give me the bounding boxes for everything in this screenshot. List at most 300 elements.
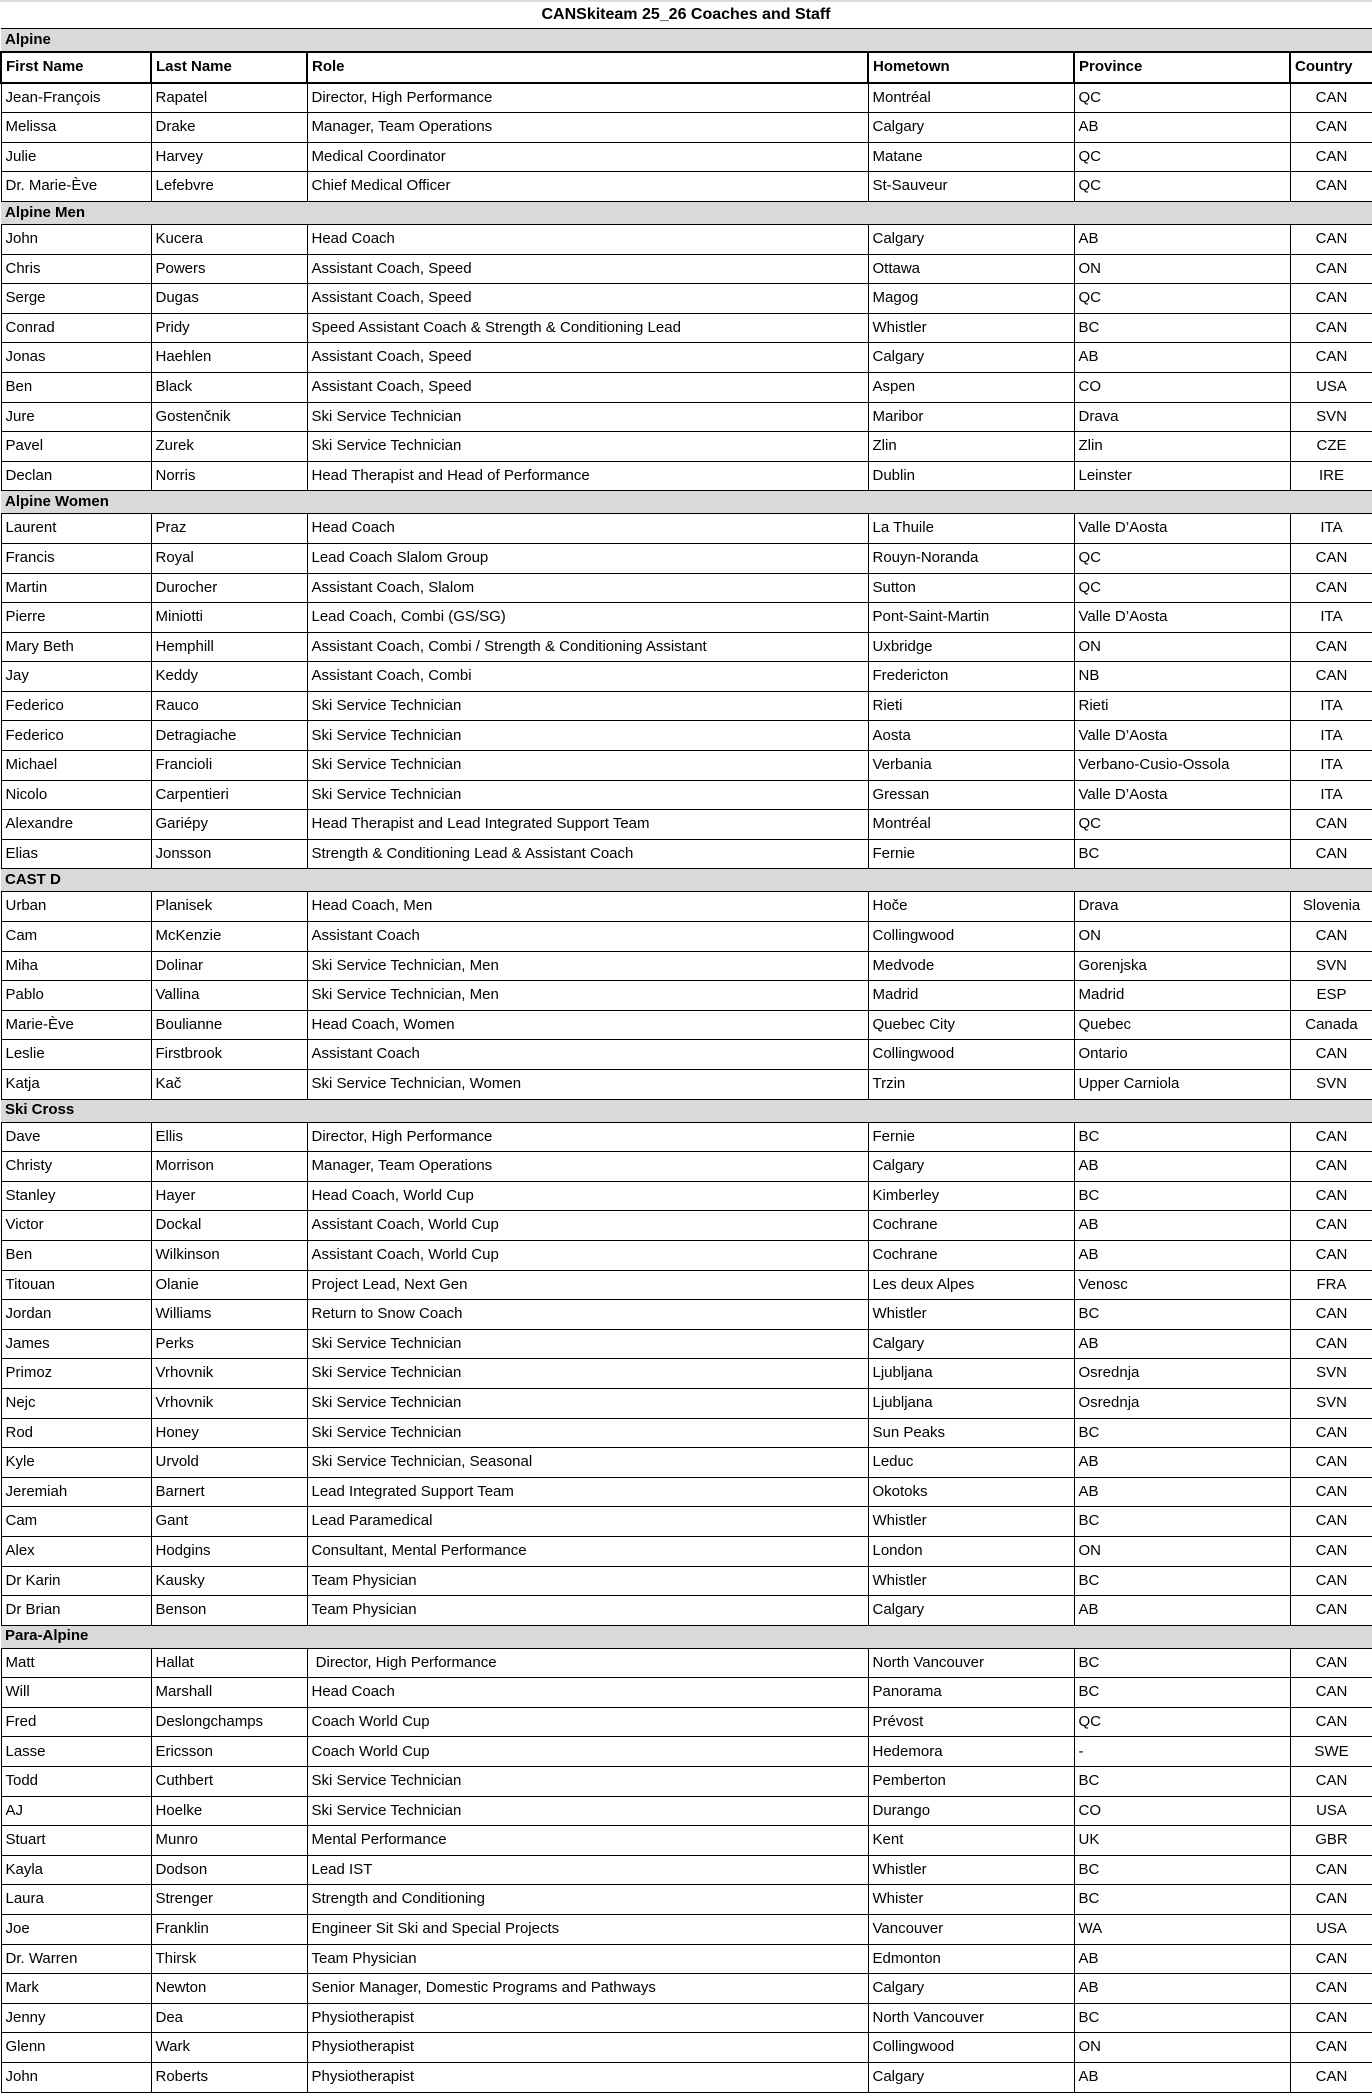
cell-role: Strength and Conditioning <box>307 1885 868 1915</box>
table-row <box>1 662 1372 692</box>
cell-province: BC <box>1074 1648 1290 1678</box>
cell-first-name: Titouan <box>1 1270 151 1300</box>
cell-last-name: Benson <box>151 1596 307 1626</box>
table-row <box>1 892 1372 922</box>
cell-last-name: Gostenčnik <box>151 402 307 432</box>
cell-last-name: Olanie <box>151 1270 307 1300</box>
table-row <box>1 780 1372 810</box>
cell-role: Assistant Coach <box>307 1040 868 1070</box>
cell-first-name: Ben <box>1 372 151 402</box>
cell-hometown: Montréal <box>868 83 1074 113</box>
cell-country: USA <box>1290 1796 1372 1826</box>
cell-province: QC <box>1074 284 1290 314</box>
cell-hometown: La Thuile <box>868 514 1074 544</box>
cell-last-name: Dodson <box>151 1855 307 1885</box>
cell-hometown: Matane <box>868 142 1074 172</box>
cell-hometown: Fredericton <box>868 662 1074 692</box>
table-row <box>1 839 1372 869</box>
cell-first-name: Dave <box>1 1122 151 1152</box>
table-row <box>1 543 1372 573</box>
table-row <box>1 2033 1372 2063</box>
cell-first-name: Federico <box>1 691 151 721</box>
table-row <box>1 1152 1372 1182</box>
cell-hometown: Medvode <box>868 951 1074 981</box>
cell-hometown: Fernie <box>868 839 1074 869</box>
cell-hometown: Montréal <box>868 810 1074 840</box>
cell-first-name: Alex <box>1 1536 151 1566</box>
cell-first-name: Jeremiah <box>1 1477 151 1507</box>
cell-last-name: Morrison <box>151 1152 307 1182</box>
cell-last-name: Pridy <box>151 313 307 343</box>
cell-country: SVN <box>1290 1070 1372 1100</box>
cell-first-name: Primoz <box>1 1359 151 1389</box>
cell-hometown: Uxbridge <box>868 632 1074 662</box>
table-row <box>1 1596 1372 1626</box>
section-row-alpine-women <box>1 491 1372 514</box>
cell-hometown: Gressan <box>868 780 1074 810</box>
cell-country: CZE <box>1290 432 1372 462</box>
cell-country: CAN <box>1290 1974 1372 2004</box>
cell-country: SVN <box>1290 951 1372 981</box>
cell-province: ON <box>1074 922 1290 952</box>
table-row <box>1 113 1372 143</box>
cell-first-name: Federico <box>1 721 151 751</box>
cell-role: Chief Medical Officer <box>307 172 868 202</box>
cell-country: CAN <box>1290 1122 1372 1152</box>
table-row <box>1 1070 1372 1100</box>
table-row <box>1 1507 1372 1537</box>
staff-table <box>0 28 1372 2093</box>
cell-province: AB <box>1074 1211 1290 1241</box>
cell-first-name: Melissa <box>1 113 151 143</box>
cell-province: AB <box>1074 1448 1290 1478</box>
cell-role: Physiotherapist <box>307 2063 868 2093</box>
cell-role: Head Coach <box>307 1678 868 1708</box>
cell-province: ON <box>1074 2033 1290 2063</box>
table-row <box>1 1211 1372 1241</box>
cell-last-name: Powers <box>151 254 307 284</box>
table-row <box>1 313 1372 343</box>
cell-role: Head Coach, World Cup <box>307 1181 868 1211</box>
section-row-cast-d <box>1 869 1372 892</box>
table-row <box>1 810 1372 840</box>
cell-hometown: Calgary <box>868 1152 1074 1182</box>
cell-role: Physiotherapist <box>307 2033 868 2063</box>
cell-last-name: Hayer <box>151 1181 307 1211</box>
table-row <box>1 2003 1372 2033</box>
cell-last-name: Wilkinson <box>151 1240 307 1270</box>
cell-country: CAN <box>1290 83 1372 113</box>
cell-province: QC <box>1074 1707 1290 1737</box>
cell-role: Ski Service Technician, Men <box>307 951 868 981</box>
cell-last-name: Royal <box>151 543 307 573</box>
table-row <box>1 432 1372 462</box>
cell-first-name: Kyle <box>1 1448 151 1478</box>
cell-role: Head Therapist and Lead Integrated Support Team <box>307 810 868 840</box>
cell-hometown: Whistler <box>868 1566 1074 1596</box>
cell-province: WA <box>1074 1915 1290 1945</box>
cell-hometown: Ljubljana <box>868 1388 1074 1418</box>
table-row <box>1 1122 1372 1152</box>
cell-last-name: Thirsk <box>151 1944 307 1974</box>
section-row-alpine <box>1 29 1372 53</box>
section-row-para-alpine <box>1 1625 1372 1648</box>
cell-country: CAN <box>1290 2063 1372 2093</box>
cell-role: Ski Service Technician <box>307 1329 868 1359</box>
cell-first-name: Declan <box>1 461 151 491</box>
table-row <box>1 1707 1372 1737</box>
table-row <box>1 1974 1372 2004</box>
section-row-ski-cross <box>1 1099 1372 1122</box>
cell-hometown: Edmonton <box>868 1944 1074 1974</box>
table-row <box>1 142 1372 172</box>
section-label: Ski Cross <box>1 1099 1372 1122</box>
cell-hometown: Calgary <box>868 1596 1074 1626</box>
cell-province: ON <box>1074 254 1290 284</box>
cell-country: CAN <box>1290 1566 1372 1596</box>
cell-role: Engineer Sit Ski and Special Projects <box>307 1915 868 1945</box>
cell-last-name: Kausky <box>151 1566 307 1596</box>
cell-role: Speed Assistant Coach & Strength & Conditioning Lead <box>307 313 868 343</box>
cell-country: USA <box>1290 372 1372 402</box>
cell-role: Assistant Coach <box>307 922 868 952</box>
cell-province: Leinster <box>1074 461 1290 491</box>
cell-country: CAN <box>1290 1040 1372 1070</box>
cell-country: CAN <box>1290 1152 1372 1182</box>
cell-last-name: Roberts <box>151 2063 307 2093</box>
cell-country: ITA <box>1290 603 1372 633</box>
cell-country: USA <box>1290 1915 1372 1945</box>
cell-first-name: Todd <box>1 1767 151 1797</box>
cell-first-name: Mary Beth <box>1 632 151 662</box>
cell-last-name: Carpentieri <box>151 780 307 810</box>
cell-province: AB <box>1074 1974 1290 2004</box>
cell-role: Lead Paramedical <box>307 1507 868 1537</box>
cell-first-name: Will <box>1 1678 151 1708</box>
cell-hometown: Whistler <box>868 1507 1074 1537</box>
cell-last-name: Rauco <box>151 691 307 721</box>
cell-country: CAN <box>1290 1418 1372 1448</box>
cell-province: BC <box>1074 313 1290 343</box>
cell-first-name: James <box>1 1329 151 1359</box>
table-row <box>1 83 1372 113</box>
table-row <box>1 1477 1372 1507</box>
table-row <box>1 2063 1372 2093</box>
cell-first-name: Cam <box>1 1507 151 1537</box>
cell-last-name: Boulianne <box>151 1010 307 1040</box>
cell-hometown: Cochrane <box>868 1240 1074 1270</box>
cell-province: ON <box>1074 632 1290 662</box>
cell-role: Ski Service Technician <box>307 691 868 721</box>
cell-hometown: Prévost <box>868 1707 1074 1737</box>
cell-role: Ski Service Technician <box>307 1359 868 1389</box>
cell-last-name: Drake <box>151 113 307 143</box>
cell-hometown: Durango <box>868 1796 1074 1826</box>
table-row <box>1 514 1372 544</box>
cell-hometown: Magog <box>868 284 1074 314</box>
cell-country: CAN <box>1290 1507 1372 1537</box>
cell-role: Coach World Cup <box>307 1737 868 1767</box>
cell-last-name: Keddy <box>151 662 307 692</box>
cell-role: Director, High Performance <box>307 83 868 113</box>
cell-first-name: Stuart <box>1 1826 151 1856</box>
cell-first-name: Jean-François <box>1 83 151 113</box>
cell-country: FRA <box>1290 1270 1372 1300</box>
table-row <box>1 1885 1372 1915</box>
table-row <box>1 1040 1372 1070</box>
cell-role: Return to Snow Coach <box>307 1300 868 1330</box>
cell-role: Lead IST <box>307 1855 868 1885</box>
cell-role: Ski Service Technician, Women <box>307 1070 868 1100</box>
cell-first-name: Katja <box>1 1070 151 1100</box>
cell-last-name: Dolinar <box>151 951 307 981</box>
cell-hometown: St-Sauveur <box>868 172 1074 202</box>
column-header-first-name: First Name <box>1 52 151 83</box>
cell-province: CO <box>1074 1796 1290 1826</box>
section-label: Alpine Men <box>1 201 1372 224</box>
cell-province: AB <box>1074 1329 1290 1359</box>
cell-last-name: Haehlen <box>151 343 307 373</box>
table-row <box>1 1536 1372 1566</box>
cell-first-name: Jonas <box>1 343 151 373</box>
cell-country: CAN <box>1290 662 1372 692</box>
table-row <box>1 402 1372 432</box>
cell-hometown: Collingwood <box>868 1040 1074 1070</box>
cell-country: ITA <box>1290 780 1372 810</box>
cell-hometown: Les deux Alpes <box>868 1270 1074 1300</box>
cell-first-name: Alexandre <box>1 810 151 840</box>
cell-province: AB <box>1074 1596 1290 1626</box>
table-row <box>1 1010 1372 1040</box>
cell-province: Ontario <box>1074 1040 1290 1070</box>
cell-role: Project Lead, Next Gen <box>307 1270 868 1300</box>
table-row <box>1 372 1372 402</box>
cell-last-name: Deslongchamps <box>151 1707 307 1737</box>
cell-country: CAN <box>1290 1648 1372 1678</box>
cell-country: GBR <box>1290 1826 1372 1856</box>
table-row <box>1 461 1372 491</box>
cell-country: ITA <box>1290 514 1372 544</box>
cell-hometown: Quebec City <box>868 1010 1074 1040</box>
cell-hometown: Whistler <box>868 1855 1074 1885</box>
cell-province: Valle D’Aosta <box>1074 721 1290 751</box>
cell-first-name: Urban <box>1 892 151 922</box>
cell-hometown: Calgary <box>868 2063 1074 2093</box>
cell-first-name: Dr. Warren <box>1 1944 151 1974</box>
cell-role: Ski Service Technician <box>307 432 868 462</box>
cell-role: Assistant Coach, World Cup <box>307 1240 868 1270</box>
cell-last-name: Detragiache <box>151 721 307 751</box>
cell-province: AB <box>1074 343 1290 373</box>
table-row <box>1 1826 1372 1856</box>
cell-country: SVN <box>1290 402 1372 432</box>
cell-country: CAN <box>1290 810 1372 840</box>
cell-last-name: Kucera <box>151 224 307 254</box>
section-row-alpine-men <box>1 201 1372 224</box>
cell-first-name: John <box>1 2063 151 2093</box>
cell-role: Team Physician <box>307 1596 868 1626</box>
cell-first-name: Nicolo <box>1 780 151 810</box>
table-row <box>1 1181 1372 1211</box>
cell-last-name: Miniotti <box>151 603 307 633</box>
table-row <box>1 981 1372 1011</box>
cell-last-name: Lefebvre <box>151 172 307 202</box>
cell-province: BC <box>1074 1885 1290 1915</box>
cell-last-name: Hemphill <box>151 632 307 662</box>
cell-role: Head Therapist and Head of Performance <box>307 461 868 491</box>
cell-first-name: Michael <box>1 751 151 781</box>
cell-country: CAN <box>1290 1329 1372 1359</box>
cell-province: BC <box>1074 1855 1290 1885</box>
table-row <box>1 1359 1372 1389</box>
cell-last-name: Harvey <box>151 142 307 172</box>
cell-role: Head Coach <box>307 224 868 254</box>
cell-role: Ski Service Technician <box>307 780 868 810</box>
cell-first-name: Pavel <box>1 432 151 462</box>
cell-province: QC <box>1074 142 1290 172</box>
cell-first-name: Dr Karin <box>1 1566 151 1596</box>
section-label: Para-Alpine <box>1 1625 1372 1648</box>
table-row <box>1 1648 1372 1678</box>
cell-last-name: Hallat <box>151 1648 307 1678</box>
cell-province: Osrednja <box>1074 1359 1290 1389</box>
cell-country: CAN <box>1290 1596 1372 1626</box>
cell-first-name: Ben <box>1 1240 151 1270</box>
cell-hometown: Aosta <box>868 721 1074 751</box>
cell-last-name: Rapatel <box>151 83 307 113</box>
cell-hometown: Dublin <box>868 461 1074 491</box>
column-header-hometown: Hometown <box>868 52 1074 83</box>
cell-first-name: Rod <box>1 1418 151 1448</box>
cell-role: Assistant Coach, Combi / Strength & Conditioning Assistant <box>307 632 868 662</box>
table-row <box>1 1915 1372 1945</box>
table-row <box>1 603 1372 633</box>
table-row <box>1 1240 1372 1270</box>
cell-hometown: Calgary <box>868 224 1074 254</box>
section-label: Alpine Women <box>1 491 1372 514</box>
cell-hometown: Cochrane <box>868 1211 1074 1241</box>
section-label: CAST D <box>1 869 1372 892</box>
cell-hometown: Pont-Saint-Martin <box>868 603 1074 633</box>
cell-role: Ski Service Technician, Seasonal <box>307 1448 868 1478</box>
cell-hometown: Panorama <box>868 1678 1074 1708</box>
table-row <box>1 1678 1372 1708</box>
cell-province: BC <box>1074 839 1290 869</box>
cell-hometown: Hedemora <box>868 1737 1074 1767</box>
cell-hometown: Aspen <box>868 372 1074 402</box>
cell-province: QC <box>1074 543 1290 573</box>
cell-last-name: Dockal <box>151 1211 307 1241</box>
cell-hometown: Whistler <box>868 313 1074 343</box>
cell-province: UK <box>1074 1826 1290 1856</box>
cell-last-name: Durocher <box>151 573 307 603</box>
cell-last-name: Vrhovnik <box>151 1388 307 1418</box>
table-row <box>1 1448 1372 1478</box>
cell-first-name: Kayla <box>1 1855 151 1885</box>
cell-last-name: Gant <box>151 1507 307 1537</box>
cell-first-name: Jordan <box>1 1300 151 1330</box>
cell-province: AB <box>1074 1152 1290 1182</box>
table-row <box>1 721 1372 751</box>
cell-first-name: Julie <box>1 142 151 172</box>
cell-last-name: Praz <box>151 514 307 544</box>
cell-hometown: Pemberton <box>868 1767 1074 1797</box>
cell-last-name: Wark <box>151 2033 307 2063</box>
table-row <box>1 922 1372 952</box>
cell-province: Valle D’Aosta <box>1074 780 1290 810</box>
cell-hometown: Leduc <box>868 1448 1074 1478</box>
cell-last-name: McKenzie <box>151 922 307 952</box>
cell-role: Ski Service Technician <box>307 402 868 432</box>
cell-first-name: Christy <box>1 1152 151 1182</box>
cell-province: Verbano-Cusio-Ossola <box>1074 751 1290 781</box>
cell-role: Ski Service Technician <box>307 1796 868 1826</box>
cell-hometown: Zlin <box>868 432 1074 462</box>
table-row <box>1 1796 1372 1826</box>
cell-last-name: Munro <box>151 1826 307 1856</box>
cell-province: Rieti <box>1074 691 1290 721</box>
cell-role: Ski Service Technician <box>307 1418 868 1448</box>
cell-role: Team Physician <box>307 1944 868 1974</box>
page-title: CANSkiteam 25_26 Coaches and Staff <box>541 6 831 23</box>
cell-role: Ski Service Technician <box>307 751 868 781</box>
cell-role: Head Coach, Women <box>307 1010 868 1040</box>
cell-country: CAN <box>1290 1767 1372 1797</box>
cell-province: BC <box>1074 1678 1290 1708</box>
cell-country: CAN <box>1290 1448 1372 1478</box>
cell-last-name: Zurek <box>151 432 307 462</box>
cell-role: Senior Manager, Domestic Programs and Pathways <box>307 1974 868 2004</box>
cell-first-name: Miha <box>1 951 151 981</box>
cell-last-name: Urvold <box>151 1448 307 1478</box>
cell-country: SWE <box>1290 1737 1372 1767</box>
cell-province: QC <box>1074 573 1290 603</box>
cell-first-name: Stanley <box>1 1181 151 1211</box>
cell-province: AB <box>1074 1240 1290 1270</box>
cell-hometown: Sutton <box>868 573 1074 603</box>
cell-role: Director, High Performance <box>307 1122 868 1152</box>
cell-role: Manager, Team Operations <box>307 113 868 143</box>
cell-last-name: Barnert <box>151 1477 307 1507</box>
cell-hometown: Rieti <box>868 691 1074 721</box>
cell-last-name: Williams <box>151 1300 307 1330</box>
cell-province: ON <box>1074 1536 1290 1566</box>
table-row <box>1 254 1372 284</box>
cell-country: ITA <box>1290 691 1372 721</box>
cell-last-name: Planisek <box>151 892 307 922</box>
column-header-row <box>1 52 1372 83</box>
cell-first-name: Laura <box>1 1885 151 1915</box>
cell-hometown: Ottawa <box>868 254 1074 284</box>
cell-province: Gorenjska <box>1074 951 1290 981</box>
table-row <box>1 343 1372 373</box>
cell-first-name: Francis <box>1 543 151 573</box>
cell-country: CAN <box>1290 922 1372 952</box>
cell-country: CAN <box>1290 113 1372 143</box>
cell-country: IRE <box>1290 461 1372 491</box>
cell-country: SVN <box>1290 1359 1372 1389</box>
cell-first-name: Elias <box>1 839 151 869</box>
cell-province: Quebec <box>1074 1010 1290 1040</box>
cell-first-name: Jenny <box>1 2003 151 2033</box>
cell-country: CAN <box>1290 1885 1372 1915</box>
cell-first-name: Leslie <box>1 1040 151 1070</box>
cell-province: QC <box>1074 172 1290 202</box>
section-label: Alpine <box>1 29 1372 53</box>
cell-role: Head Coach, Men <box>307 892 868 922</box>
cell-country: CAN <box>1290 573 1372 603</box>
cell-first-name: Martin <box>1 573 151 603</box>
